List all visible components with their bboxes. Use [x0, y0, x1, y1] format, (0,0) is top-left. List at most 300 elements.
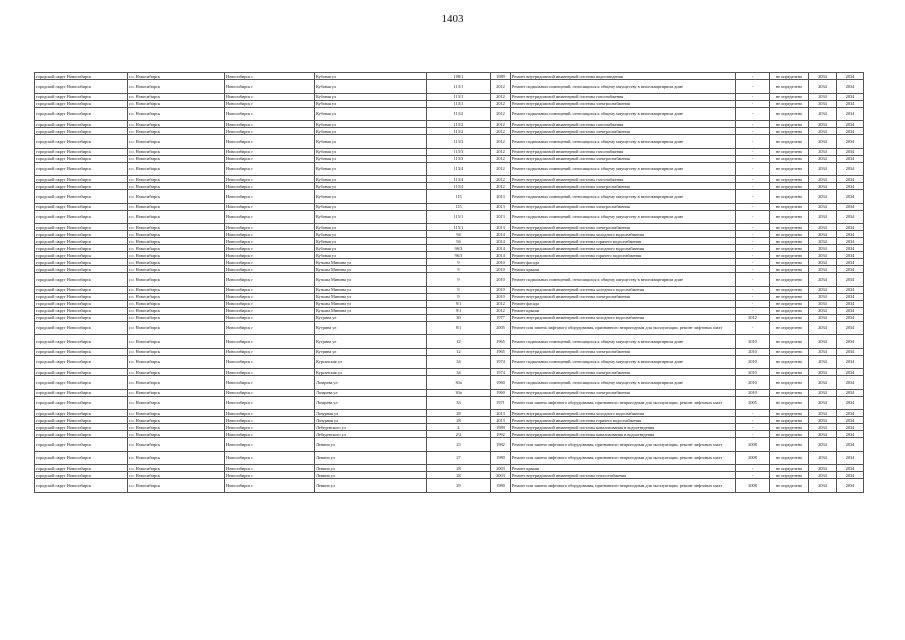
district-cell: г.о. Новосибирск — [128, 162, 225, 176]
street-cell: Кубовая ул — [315, 238, 427, 245]
table-row — [35, 245, 864, 252]
work-type-cell: Ремонт или замена лифтового оборудования, признанного непригодным для эксплуатации, ремонт лифтовых шахт — [511, 321, 736, 335]
house-cell: 9/1 — [427, 307, 491, 314]
cost-cell: не определено — [770, 417, 809, 424]
last-repair-cell: - — [736, 183, 770, 190]
house-cell: 33 — [427, 396, 491, 410]
table-row — [35, 238, 864, 245]
end-year-cell: 2034 — [837, 314, 864, 321]
street-cell: Кутрина ул — [315, 321, 427, 335]
start-year-cell: 2034 — [809, 479, 837, 493]
year-built-cell: 2014 — [491, 238, 511, 245]
table-row — [35, 135, 864, 149]
table-row — [35, 300, 864, 307]
last-repair-cell: - — [736, 162, 770, 176]
cost-cell: не определено — [770, 472, 809, 479]
cost-cell: не определено — [770, 300, 809, 307]
work-type-cell: Ремонт или замена лифтового оборудования, признанного непригодным для эксплуатации, ремонт лифтовых шахт — [511, 479, 736, 493]
city-cell: Новосибирск г — [225, 176, 315, 183]
start-year-cell: 2034 — [809, 80, 837, 94]
cost-cell: не определено — [770, 479, 809, 493]
street-cell: Кубовая ул — [315, 162, 427, 176]
work-type-cell: Ремонт подвальных помещений, относящихся к общему имуществу в многоквартирном доме — [511, 335, 736, 349]
city-cell: Новосибирск г — [225, 355, 315, 369]
municipality-cell: городской округ Новосибирск — [35, 369, 128, 376]
district-cell: г.о. Новосибирск — [128, 355, 225, 369]
work-type-cell: Ремонт внутридомовой инженерной системы холодного водоснабжения — [511, 410, 736, 417]
work-type-cell: Ремонт внутридомовой инженерной системы электроснабжения — [511, 389, 736, 396]
city-cell: Новосибирск г — [225, 155, 315, 162]
start-year-cell: 2034 — [809, 396, 837, 410]
year-built-cell: 2013 — [491, 417, 511, 424]
start-year-cell: 2034 — [809, 286, 837, 293]
district-cell: г.о. Новосибирск — [128, 472, 225, 479]
district-cell: г.о. Новосибирск — [128, 424, 225, 431]
last-repair-cell: - — [736, 424, 770, 431]
street-cell: Кубовая ул — [315, 107, 427, 121]
street-cell: Курганская ул — [315, 355, 427, 369]
end-year-cell: 2034 — [837, 148, 864, 155]
table-row — [35, 314, 864, 321]
year-built-cell: 2012 — [491, 80, 511, 94]
district-cell: г.о. Новосибирск — [128, 252, 225, 259]
city-cell: Новосибирск г — [225, 210, 315, 224]
city-cell: Новосибирск г — [225, 472, 315, 479]
year-built-cell: 1989 — [491, 424, 511, 431]
start-year-cell: 2034 — [809, 190, 837, 204]
table-row — [35, 369, 864, 376]
year-built-cell: 2010 — [491, 266, 511, 273]
house-cell: 4 — [427, 424, 491, 431]
street-cell: Лазурная ул — [315, 410, 427, 417]
municipality-cell: городской округ Новосибирск — [35, 155, 128, 162]
end-year-cell: 2034 — [837, 128, 864, 135]
district-cell: г.о. Новосибирск — [128, 376, 225, 390]
district-cell: г.о. Новосибирск — [128, 293, 225, 300]
house-cell: 9 — [427, 293, 491, 300]
municipality-cell: городской округ Новосибирск — [35, 259, 128, 266]
house-cell: 113/4 — [427, 162, 491, 176]
city-cell: Новосибирск г — [225, 293, 315, 300]
city-cell: Новосибирск г — [225, 451, 315, 465]
end-year-cell: 2034 — [837, 369, 864, 376]
street-cell: Кубовая ул — [315, 128, 427, 135]
street-cell: Кубовая ул — [315, 203, 427, 210]
street-cell: Ленина ул — [315, 479, 427, 493]
start-year-cell: 2034 — [809, 424, 837, 431]
work-type-cell: Ремонт внутридомовой инженерной системы газоснабжения — [511, 93, 736, 100]
end-year-cell: 2034 — [837, 479, 864, 493]
start-year-cell: 2034 — [809, 410, 837, 417]
start-year-cell: 2034 — [809, 355, 837, 369]
end-year-cell: 2034 — [837, 245, 864, 252]
district-cell: г.о. Новосибирск — [128, 148, 225, 155]
street-cell: Кубовая ул — [315, 121, 427, 128]
last-repair-cell: 2010 — [736, 369, 770, 376]
district-cell: г.о. Новосибирск — [128, 348, 225, 355]
year-built-cell: 2010 — [491, 259, 511, 266]
last-repair-cell: - — [736, 80, 770, 94]
municipality-cell: городской округ Новосибирск — [35, 396, 128, 410]
year-built-cell: 2010 — [491, 293, 511, 300]
municipality-cell: городской округ Новосибирск — [35, 224, 128, 231]
last-repair-cell: - — [736, 210, 770, 224]
last-repair-cell: - — [736, 155, 770, 162]
start-year-cell: 2034 — [809, 335, 837, 349]
cost-cell: не определено — [770, 107, 809, 121]
start-year-cell: 2034 — [809, 300, 837, 307]
district-cell: г.о. Новосибирск — [128, 438, 225, 452]
end-year-cell: 2034 — [837, 252, 864, 259]
street-cell: Кубовая ул — [315, 245, 427, 252]
house-cell: 96/3 — [427, 252, 491, 259]
house-cell: 115 — [427, 203, 491, 210]
year-built-cell: 2012 — [491, 307, 511, 314]
city-cell: Новосибирск г — [225, 252, 315, 259]
district-cell: г.о. Новосибирск — [128, 369, 225, 376]
year-built-cell: 1974 — [491, 369, 511, 376]
work-type-cell: Ремонт внутридомовой инженерной системы канализования и водоотведения — [511, 431, 736, 438]
district-cell: г.о. Новосибирск — [128, 259, 225, 266]
district-cell: г.о. Новосибирск — [128, 389, 225, 396]
district-cell: г.о. Новосибирск — [128, 417, 225, 424]
last-repair-cell: - — [736, 135, 770, 149]
district-cell: г.о. Новосибирск — [128, 203, 225, 210]
cost-cell: не определено — [770, 162, 809, 176]
cost-cell: не определено — [770, 155, 809, 162]
work-type-cell: Ремонт внутридомовой инженерной системы электроснабжения — [511, 203, 736, 210]
table-row — [35, 210, 864, 224]
work-type-cell: Ремонт внутридомовой инженерной системы электроснабжения — [511, 183, 736, 190]
city-cell: Новосибирск г — [225, 100, 315, 107]
last-repair-cell: 2010 — [736, 335, 770, 349]
cost-cell: не определено — [770, 238, 809, 245]
city-cell: Новосибирск г — [225, 424, 315, 431]
work-type-cell: Ремонт подвальных помещений, относящихся к общему имуществу в многоквартирном доме — [511, 210, 736, 224]
end-year-cell: 2034 — [837, 424, 864, 431]
start-year-cell: 2034 — [809, 369, 837, 376]
district-cell: г.о. Новосибирск — [128, 451, 225, 465]
house-cell: 115 — [427, 190, 491, 204]
year-built-cell: 2010 — [491, 286, 511, 293]
table-row — [35, 321, 864, 335]
year-built-cell: 1974 — [491, 355, 511, 369]
start-year-cell: 2034 — [809, 266, 837, 273]
municipality-cell: городской округ Новосибирск — [35, 438, 128, 452]
last-repair-cell: - — [736, 190, 770, 204]
last-repair-cell: - — [736, 417, 770, 424]
work-type-cell: Ремонт внутридомовой инженерной системы холодного водоснабжения — [511, 314, 736, 321]
street-cell: Кузьмы Минина ул — [315, 307, 427, 314]
year-built-cell: 2013 — [491, 203, 511, 210]
start-year-cell: 2034 — [809, 210, 837, 224]
table-row — [35, 162, 864, 176]
house-cell: 96/3 — [427, 245, 491, 252]
municipality-cell: городской округ Новосибирск — [35, 307, 128, 314]
cost-cell: не определено — [770, 80, 809, 94]
work-type-cell: Ремонт внутридомовой инженерной системы горячего водоснабжения — [511, 252, 736, 259]
table-row — [35, 424, 864, 431]
last-repair-cell: - — [736, 259, 770, 266]
table-row — [35, 128, 864, 135]
city-cell: Новосибирск г — [225, 73, 315, 80]
street-cell: Кубовая ул — [315, 231, 427, 238]
last-repair-cell: - — [736, 121, 770, 128]
end-year-cell: 2034 — [837, 203, 864, 210]
cost-cell: не определено — [770, 121, 809, 128]
table-row — [35, 266, 864, 273]
municipality-cell: городской округ Новосибирск — [35, 100, 128, 107]
street-cell: Кузьмы Минина ул — [315, 266, 427, 273]
work-type-cell: Ремонт внутридомовой инженерной системы горячего водоснабжения — [511, 238, 736, 245]
start-year-cell: 2034 — [809, 128, 837, 135]
start-year-cell: 2034 — [809, 155, 837, 162]
work-type-cell: Ремонт крыши — [511, 465, 736, 472]
street-cell: Кутрина ул — [315, 335, 427, 349]
cost-cell: не определено — [770, 148, 809, 155]
table-row — [35, 224, 864, 231]
house-cell: 34 — [427, 369, 491, 376]
house-cell: 115/1 — [427, 210, 491, 224]
cost-cell: не определено — [770, 348, 809, 355]
street-cell: Кубовая ул — [315, 224, 427, 231]
street-cell: Кубовая ул — [315, 176, 427, 183]
house-cell: 28 — [427, 417, 491, 424]
work-type-cell: Ремонт внутридомовой инженерной системы холодного водоснабжения — [511, 231, 736, 238]
district-cell: г.о. Новосибирск — [128, 183, 225, 190]
municipality-cell: городской округ Новосибирск — [35, 389, 128, 396]
end-year-cell: 2034 — [837, 190, 864, 204]
year-built-cell: 2012 — [491, 121, 511, 128]
house-cell: 9 — [427, 259, 491, 266]
table-row — [35, 107, 864, 121]
work-type-cell: Ремонт внутридомовой инженерной системы газоснабжения — [511, 176, 736, 183]
year-built-cell: 2012 — [491, 155, 511, 162]
end-year-cell: 2034 — [837, 307, 864, 314]
city-cell: Новосибирск г — [225, 245, 315, 252]
city-cell: Новосибирск г — [225, 93, 315, 100]
last-repair-cell: - — [736, 245, 770, 252]
work-type-cell: Ремонт внутридомовой инженерной системы холодного водоснабжения — [511, 286, 736, 293]
cost-cell: не определено — [770, 190, 809, 204]
municipality-cell: городской округ Новосибирск — [35, 176, 128, 183]
house-cell: 113/2 — [427, 128, 491, 135]
end-year-cell: 2034 — [837, 293, 864, 300]
end-year-cell: 2034 — [837, 231, 864, 238]
work-type-cell: Ремонт внутридомовой инженерной системы электроснабжения — [511, 348, 736, 355]
district-cell: г.о. Новосибирск — [128, 465, 225, 472]
house-cell: 113/3 — [427, 155, 491, 162]
year-built-cell: 1960 — [491, 376, 511, 390]
street-cell: Кузьмы Минина ул — [315, 300, 427, 307]
table-row — [35, 273, 864, 287]
house-cell: 113/1 — [427, 80, 491, 94]
end-year-cell: 2034 — [837, 410, 864, 417]
year-built-cell: 2003 — [491, 472, 511, 479]
start-year-cell: 2034 — [809, 321, 837, 335]
street-cell: Лазурная ул — [315, 417, 427, 424]
last-repair-cell: - — [736, 176, 770, 183]
cost-cell: не определено — [770, 355, 809, 369]
municipality-cell: городской округ Новосибирск — [35, 424, 128, 431]
street-cell: Кутрина ул — [315, 348, 427, 355]
house-cell: 113/4 — [427, 183, 491, 190]
work-type-cell: Ремонт внутридомовой инженерной системы электроснабжения — [511, 224, 736, 231]
start-year-cell: 2034 — [809, 314, 837, 321]
street-cell: Лебедевского ул — [315, 431, 427, 438]
municipality-cell: городской округ Новосибирск — [35, 128, 128, 135]
house-cell: 113/4 — [427, 176, 491, 183]
street-cell: Лазарева ул — [315, 376, 427, 390]
street-cell: Кубовая ул — [315, 93, 427, 100]
city-cell: Новосибирск г — [225, 465, 315, 472]
cost-cell: не определено — [770, 93, 809, 100]
street-cell: Кубовая ул — [315, 135, 427, 149]
district-cell: г.о. Новосибирск — [128, 100, 225, 107]
table-row — [35, 410, 864, 417]
city-cell: Новосибирск г — [225, 259, 315, 266]
municipality-cell: городской округ Новосибирск — [35, 252, 128, 259]
street-cell: Кузьмы Минина ул — [315, 293, 427, 300]
work-type-cell: Ремонт фасада — [511, 259, 736, 266]
start-year-cell: 2034 — [809, 451, 837, 465]
cost-cell: не определено — [770, 252, 809, 259]
municipality-cell: городской округ Новосибирск — [35, 431, 128, 438]
end-year-cell: 2034 — [837, 155, 864, 162]
last-repair-cell: - — [736, 286, 770, 293]
work-type-cell: Ремонт крыши — [511, 307, 736, 314]
end-year-cell: 2034 — [837, 438, 864, 452]
end-year-cell: 2034 — [837, 465, 864, 472]
end-year-cell: 2034 — [837, 472, 864, 479]
year-built-cell: 2005 — [491, 321, 511, 335]
last-repair-cell: 2010 — [736, 376, 770, 390]
year-built-cell: 2010 — [491, 273, 511, 287]
municipality-cell: городской округ Новосибирск — [35, 162, 128, 176]
table-row — [35, 451, 864, 465]
table-row — [35, 286, 864, 293]
cost-cell: не определено — [770, 293, 809, 300]
work-type-cell: Ремонт подвальных помещений, относящихся к общему имуществу в многоквартирном доме — [511, 273, 736, 287]
table-row — [35, 176, 864, 183]
cost-cell: не определено — [770, 431, 809, 438]
municipality-cell: городской округ Новосибирск — [35, 335, 128, 349]
start-year-cell: 2034 — [809, 135, 837, 149]
city-cell: Новосибирск г — [225, 410, 315, 417]
end-year-cell: 2034 — [837, 259, 864, 266]
city-cell: Новосибирск г — [225, 121, 315, 128]
house-cell: 9/1 — [427, 300, 491, 307]
municipality-cell: городской округ Новосибирск — [35, 410, 128, 417]
city-cell: Новосибирск г — [225, 148, 315, 155]
end-year-cell: 2034 — [837, 266, 864, 273]
end-year-cell: 2034 — [837, 162, 864, 176]
start-year-cell: 2034 — [809, 417, 837, 424]
last-repair-cell: - — [736, 224, 770, 231]
work-type-cell: Ремонт или замена лифтового оборудования, признанного непригодным для эксплуатации, ремонт лифтовых шахт — [511, 438, 736, 452]
district-cell: г.о. Новосибирск — [128, 107, 225, 121]
work-type-cell: Ремонт фасада — [511, 300, 736, 307]
cost-cell: не определено — [770, 451, 809, 465]
street-cell: Кубовая ул — [315, 80, 427, 94]
house-cell: 94 — [427, 238, 491, 245]
cost-cell: не определено — [770, 396, 809, 410]
table-row — [35, 417, 864, 424]
city-cell: Новосибирск г — [225, 238, 315, 245]
last-repair-cell: - — [736, 231, 770, 238]
start-year-cell: 2034 — [809, 148, 837, 155]
city-cell: Новосибирск г — [225, 128, 315, 135]
year-built-cell: 2014 — [491, 252, 511, 259]
house-cell: 28 — [427, 472, 491, 479]
house-cell: 9 — [427, 273, 491, 287]
end-year-cell: 2034 — [837, 273, 864, 287]
municipality-cell: городской округ Новосибирск — [35, 135, 128, 149]
start-year-cell: 2034 — [809, 293, 837, 300]
street-cell: Кузьмы Минина ул — [315, 259, 427, 266]
city-cell: Новосибирск г — [225, 389, 315, 396]
end-year-cell: 2034 — [837, 121, 864, 128]
house-cell: 28 — [427, 410, 491, 417]
municipality-cell: городской округ Новосибирск — [35, 203, 128, 210]
municipality-cell: городской округ Новосибирск — [35, 273, 128, 287]
year-built-cell: 1977 — [491, 314, 511, 321]
street-cell: Кузьмы Минина ул — [315, 273, 427, 287]
end-year-cell: 2034 — [837, 107, 864, 121]
city-cell: Новосибирск г — [225, 314, 315, 321]
house-cell: 9 — [427, 266, 491, 273]
start-year-cell: 2034 — [809, 252, 837, 259]
start-year-cell: 2034 — [809, 431, 837, 438]
work-type-cell: Ремонт внутридомовой инженерной системы газоснабжения — [511, 148, 736, 155]
cost-cell: не определено — [770, 135, 809, 149]
start-year-cell: 2034 — [809, 348, 837, 355]
municipality-cell: городской округ Новосибирск — [35, 293, 128, 300]
city-cell: Новосибирск г — [225, 369, 315, 376]
last-repair-cell: - — [736, 238, 770, 245]
table-row — [35, 190, 864, 204]
municipality-cell: городской округ Новосибирск — [35, 107, 128, 121]
work-type-cell: Ремонт или замена лифтового оборудования, признанного непригодным для эксплуатации, ремонт лифтовых шахт — [511, 396, 736, 410]
district-cell: г.о. Новосибирск — [128, 80, 225, 94]
start-year-cell: 2034 — [809, 376, 837, 390]
end-year-cell: 2034 — [837, 183, 864, 190]
house-cell: 28 — [427, 465, 491, 472]
year-built-cell: 2012 — [491, 183, 511, 190]
last-repair-cell: - — [736, 73, 770, 80]
street-cell: Лебедевского ул — [315, 424, 427, 431]
cost-cell: не определено — [770, 369, 809, 376]
start-year-cell: 2034 — [809, 93, 837, 100]
year-built-cell: 1992 — [491, 431, 511, 438]
house-cell: 12 — [427, 335, 491, 349]
end-year-cell: 2034 — [837, 80, 864, 94]
table-row — [35, 148, 864, 155]
house-cell: 113/1 — [427, 100, 491, 107]
city-cell: Новосибирск г — [225, 335, 315, 349]
street-cell: Ленина ул — [315, 451, 427, 465]
start-year-cell: 2034 — [809, 224, 837, 231]
work-type-cell: Ремонт внутридомовой инженерной системы электроснабжения — [511, 128, 736, 135]
year-built-cell: 1965 — [491, 335, 511, 349]
last-repair-cell: 2010 — [736, 355, 770, 369]
work-type-cell: Ремонт внутридомовой инженерной системы электроснабжения — [511, 155, 736, 162]
cost-cell: не определено — [770, 321, 809, 335]
table-row — [35, 355, 864, 369]
year-built-cell: 1980 — [491, 451, 511, 465]
house-cell: 27 — [427, 451, 491, 465]
municipality-cell: городской округ Новосибирск — [35, 121, 128, 128]
